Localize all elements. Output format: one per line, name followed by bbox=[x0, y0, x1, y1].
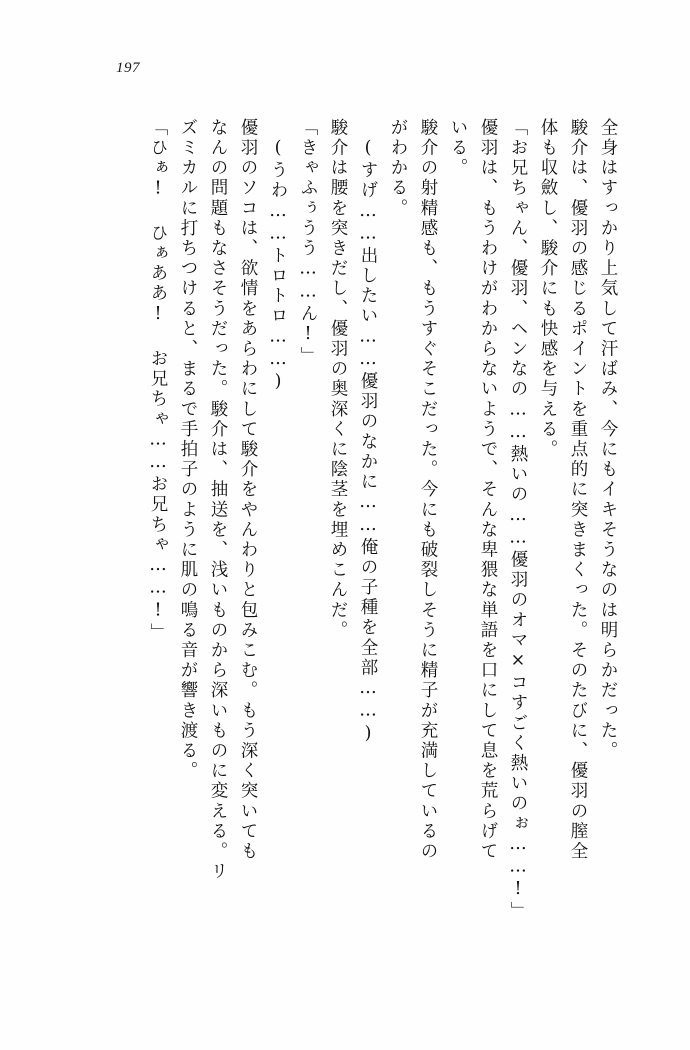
text-column: 優羽は、もうわけがわからないようで、そんな卑猥な単語を口にして息を荒らげて bbox=[478, 118, 498, 862]
text-column: がわかる。 bbox=[388, 118, 408, 219]
text-column: 駿介は腰を突きだし、優羽の奥深くに陰茎を埋めこんだ。 bbox=[328, 118, 348, 641]
text-column: 駿介は、優羽の感じるポイントを重点的に突きまくった。そのたびに、優羽の膣全 bbox=[568, 118, 588, 862]
text-column: なんの問題もなさそうだった。駿介は、抽送を、浅いものから深いものに変える。リ bbox=[208, 118, 228, 882]
text-column: ズミカルに打ちつけると、まるで手拍子のように肌の鳴る音が響き渡る。 bbox=[178, 118, 198, 782]
text-column: 体も収斂し、駿介にも快感を与える。 bbox=[538, 118, 558, 460]
text-column: 「きゃふぅうう……ん!」 bbox=[298, 118, 318, 367]
text-column: 「ひぁ! ひぁああ! お兄ちゃ……お兄ちゃ……!」 bbox=[148, 118, 168, 643]
text-column: (うわ……トロトロ……) bbox=[268, 138, 288, 395]
text-column: 全身はすっかり上気して汗ばみ、今にもイキそうなのは明らかだった。 bbox=[598, 118, 618, 762]
vertical-text-block bbox=[136, 118, 616, 938]
text-column: 駿介の射精感も、もうすぐそこだった。今にも破裂しそうに精子が充満しているの bbox=[418, 118, 438, 862]
page-number: 197 bbox=[116, 60, 140, 76]
text-column: いる。 bbox=[448, 118, 468, 179]
text-column: (すげ……出したい……優羽のなかに……俺の子種を全部……) bbox=[358, 138, 378, 746]
text-column: 優羽のソコは、欲情をあらわにして駿介をやんわりと包みこむ。もう深く突いても bbox=[238, 118, 258, 862]
text-column: 「お兄ちゃん、優羽、ヘンなの……熱いの……優羽のオマ×コすごく熱いのぉ……!」 bbox=[508, 118, 528, 922]
